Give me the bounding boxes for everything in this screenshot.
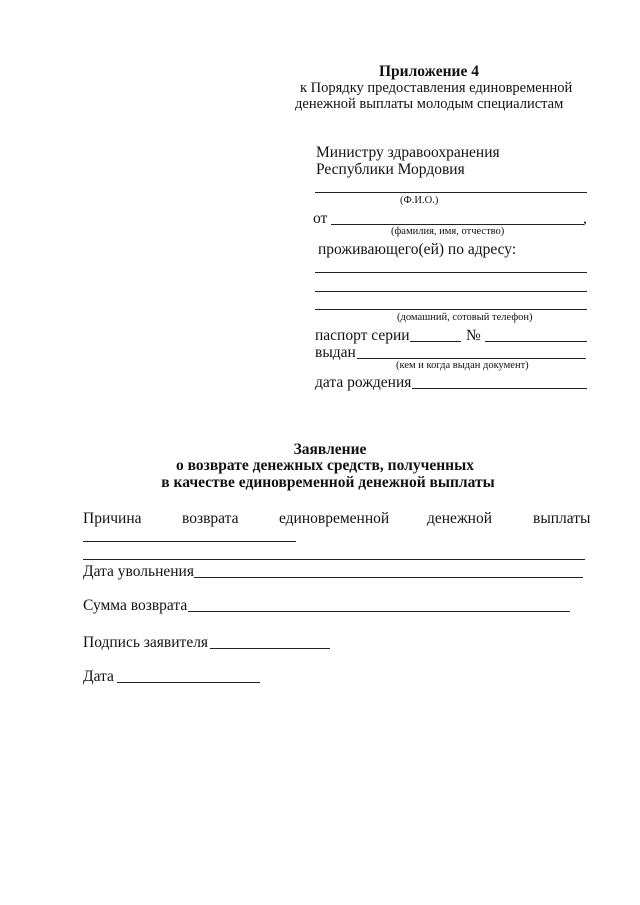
issued-line <box>357 358 586 359</box>
reason-line-1 <box>83 541 296 542</box>
addressee-line-2: Республики Мордовия <box>316 161 465 178</box>
refund-amount-line <box>188 611 570 612</box>
reason-line-2 <box>83 559 585 560</box>
reason-word-1: Причина <box>83 510 142 527</box>
issued-label: выдан <box>315 344 356 361</box>
date-label: Дата <box>83 668 114 685</box>
reason-word-2: возврата <box>182 510 239 527</box>
phone-hint: (домашний, сотовый телефон) <box>397 312 533 323</box>
appendix-title: Приложение 4 <box>379 63 479 80</box>
reason-word-3: единовременной <box>279 510 390 527</box>
appendix-line-1: к Порядку предоставления единовременной <box>300 80 573 96</box>
passport-number-label: № <box>466 327 481 344</box>
signature-label: Подпись заявителя <box>83 634 209 651</box>
passport-number-line <box>485 341 587 342</box>
passport-series-line <box>410 341 461 342</box>
from-comma: , <box>583 210 587 227</box>
reason-word-4: денежной <box>427 510 492 527</box>
addressee-line-1: Министру здравоохранения <box>316 144 500 161</box>
residing-label: проживающего(ей) по адресу: <box>318 241 517 258</box>
reason-word-5: выплаты <box>533 510 591 527</box>
from-label: от <box>313 210 328 227</box>
dismissal-date-label: Дата увольнения <box>83 563 194 580</box>
address-line-1 <box>315 272 587 273</box>
address-line-2 <box>315 291 587 292</box>
statement-subtitle-2: в качестве единовременной денежной выплаты <box>161 474 495 491</box>
date-line <box>117 682 260 683</box>
statement-subtitle-1: о возврате денежных средств, полученных <box>176 457 474 474</box>
fio-hint: (Ф.И.О.) <box>400 195 439 206</box>
statement-title: Заявление <box>293 441 367 458</box>
birth-line <box>412 388 587 389</box>
signature-line <box>210 648 330 649</box>
dismissal-date-line <box>194 577 583 578</box>
appendix-line-2: денежной выплаты молодым специалистам <box>295 96 564 112</box>
phone-line <box>315 309 587 310</box>
from-line <box>331 224 584 225</box>
passport-series-label: паспорт серии <box>315 327 410 344</box>
birth-label: дата рождения <box>315 374 412 391</box>
from-hint: (фамилия, имя, отчество) <box>391 226 505 237</box>
fio-line <box>315 192 587 193</box>
issued-hint: (кем и когда выдан документ) <box>396 360 529 371</box>
refund-amount-label: Сумма возврата <box>83 597 188 614</box>
